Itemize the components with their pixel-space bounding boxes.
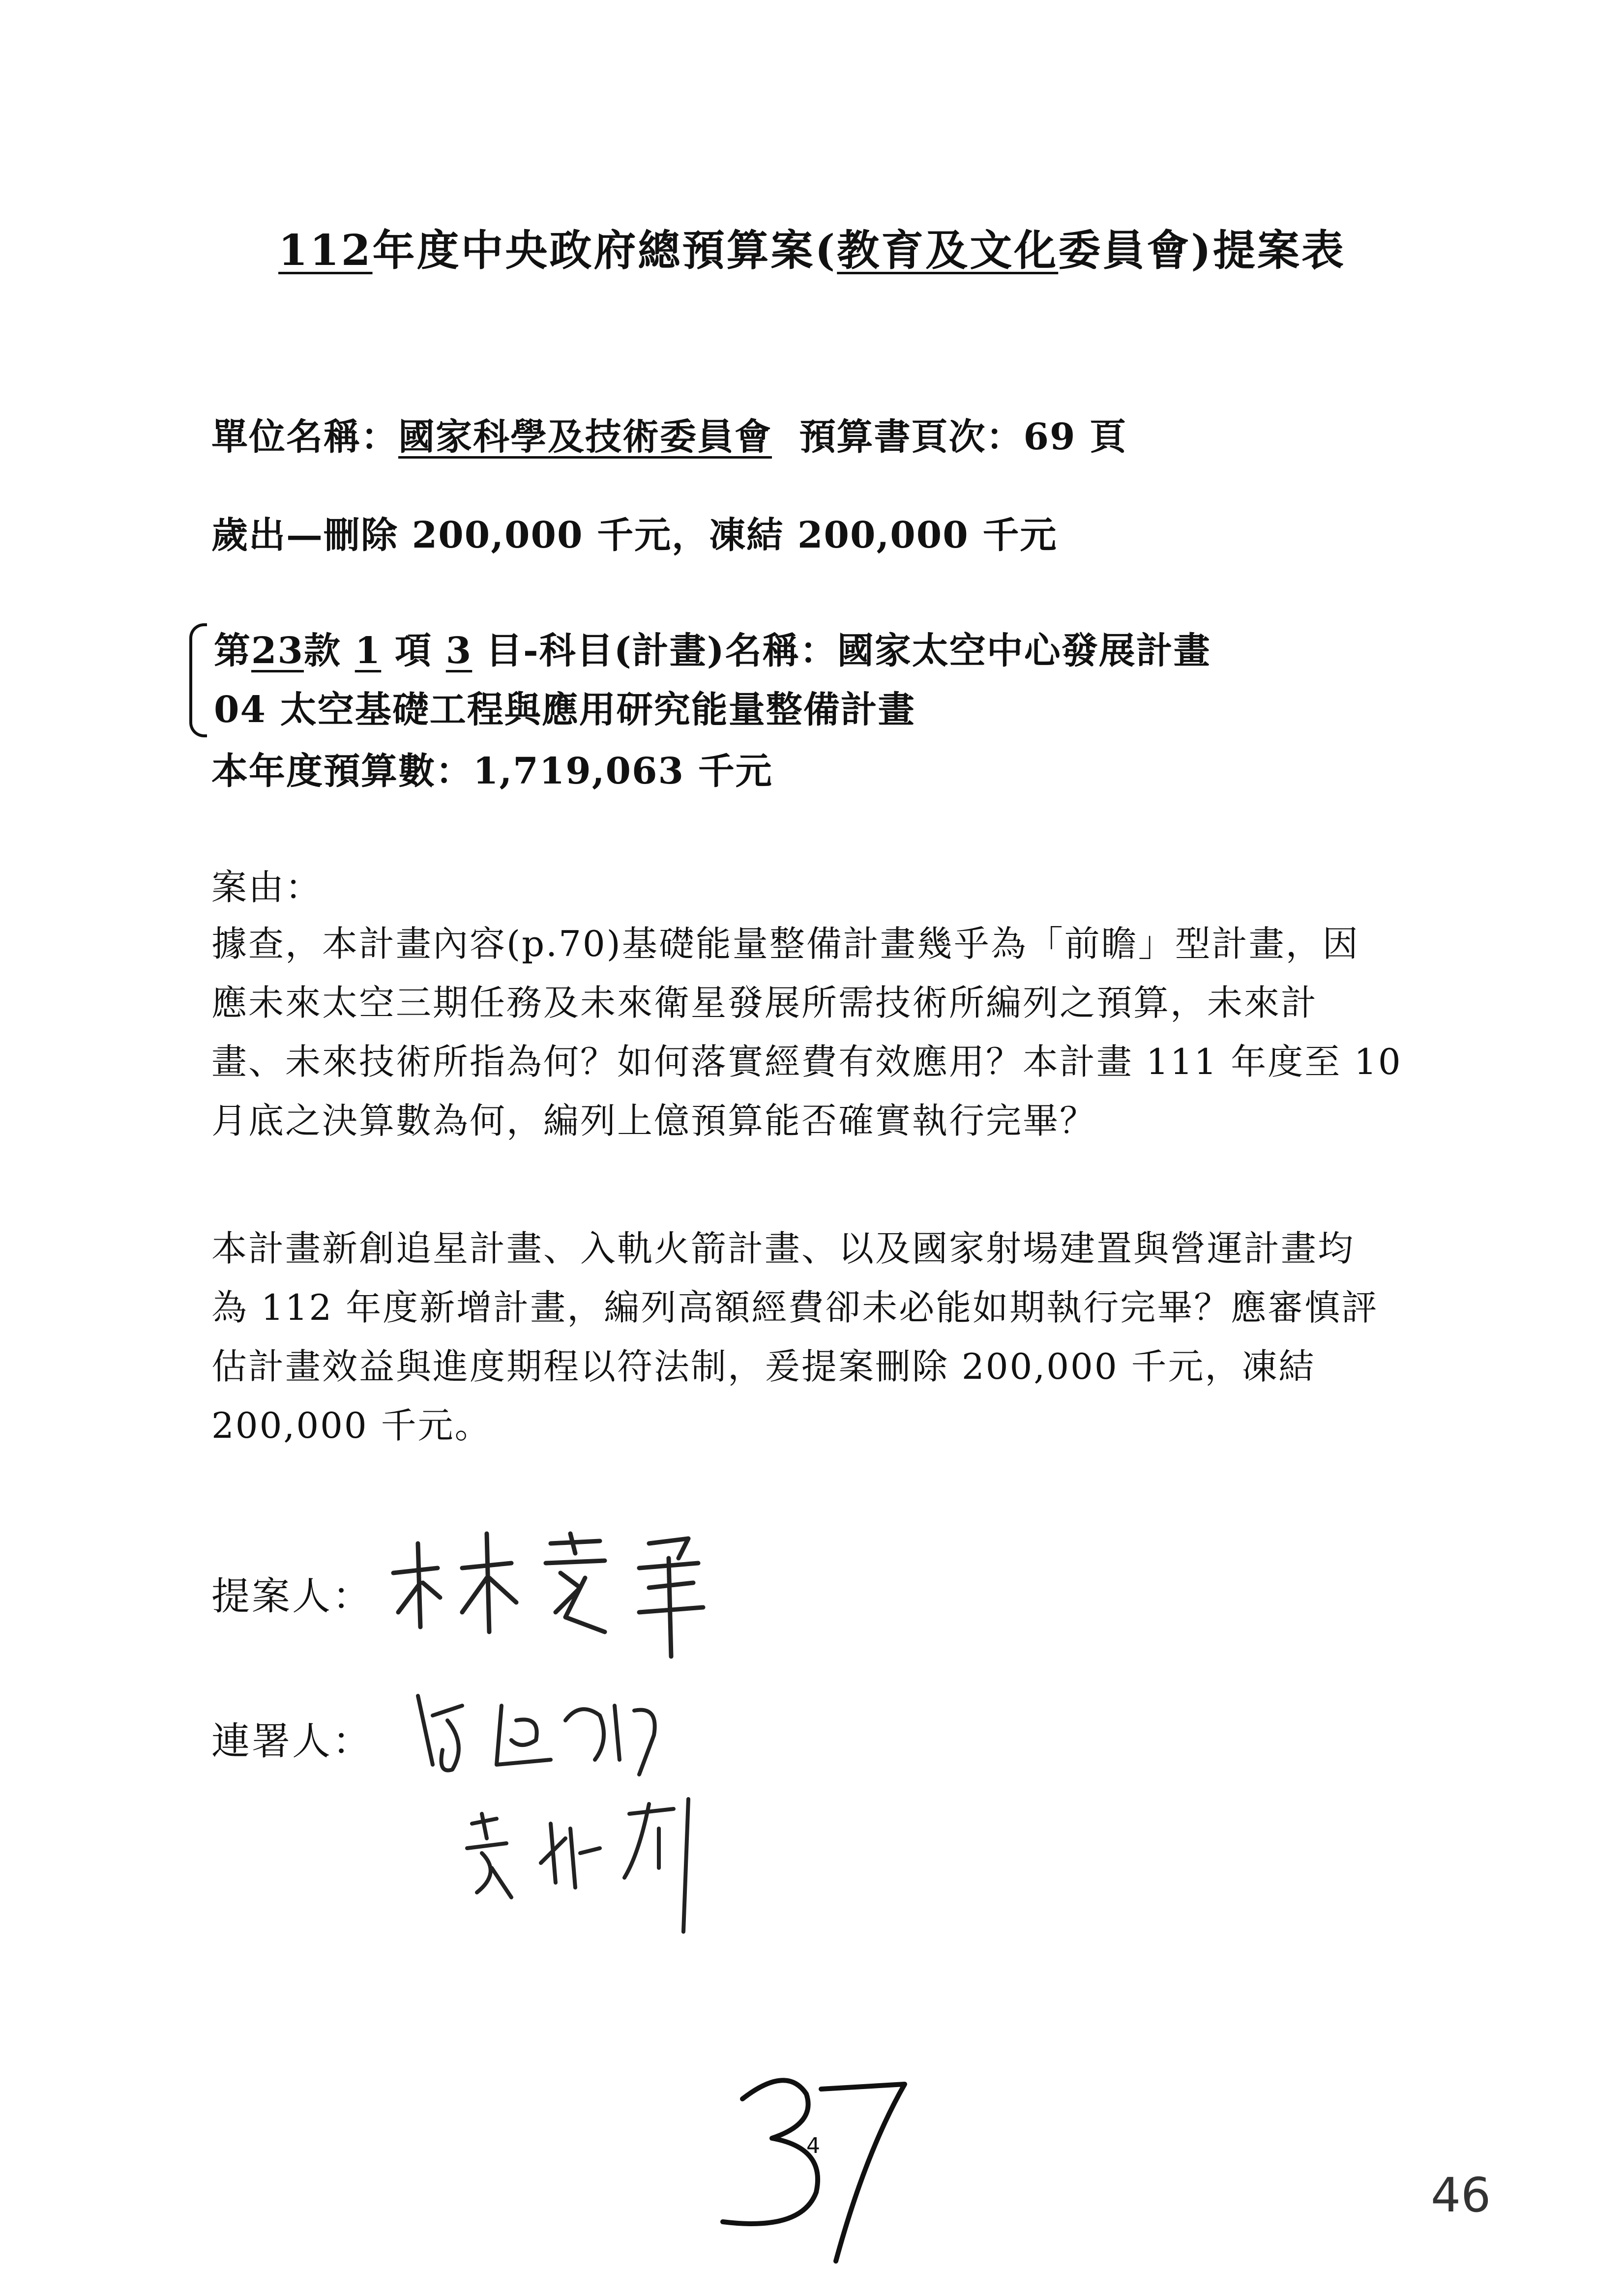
- budget-page: 預算書頁次：69 頁: [799, 416, 1127, 458]
- item-mu: 3: [445, 630, 472, 672]
- item-kuan: 23: [251, 630, 304, 672]
- item-xiang: 1: [354, 630, 382, 672]
- item-line-1: 第23款 1 項 3 目-科目(計畫)名稱：國家太空中心發展計畫: [214, 630, 1211, 672]
- proposer-signature: [374, 1514, 747, 1661]
- cosigner-label: 連署人：: [211, 1719, 373, 1764]
- title-part2: 委員會)提案表: [1058, 226, 1346, 275]
- budget-amount: 本年度預算數：1,719,063 千元: [211, 750, 773, 792]
- paragraph-1-line: 應未來太空三期任務及未來衛星發展所需技術所編列之預算，未來計: [211, 982, 1318, 1023]
- unit-line: [211, 408, 1127, 460]
- paragraph-2-line: 本計畫新創追星計畫、入軌火箭計畫、以及國家射場建置與營運計畫均: [211, 1228, 1355, 1269]
- paragraph-2-line: 估計畫效益與進度期程以符法制，爰提案刪除 200,000 千元，凍結: [211, 1346, 1316, 1387]
- page-title: [0, 216, 1624, 277]
- paragraph-2: [211, 1219, 1378, 1455]
- paragraph-2-line: 為 112 年度新增計畫，編列高額經費卻未必能如期執行完畢？應審慎評: [211, 1287, 1379, 1328]
- title-year: 112: [278, 226, 373, 275]
- item-line-2: 04 太空基礎工程與應用研究能量整備計畫: [214, 689, 915, 731]
- proposer-label: 提案人：: [211, 1574, 373, 1619]
- cosigner-signature-1: [403, 1676, 757, 1794]
- page-number: 4: [806, 2133, 820, 2158]
- title-part1: 年度中央政府總預算案(: [372, 226, 837, 275]
- paragraph-1-line: 畫、未來技術所指為何？如何落實經費有效應用？本計畫 111 年度至 10: [211, 1041, 1402, 1082]
- paragraph-1-line: 月底之決算數為何，編列上億預算能否確實執行完畢？: [211, 1100, 1097, 1141]
- paragraph-2-line: 200,000 千元。: [211, 1405, 492, 1446]
- title-committee: 教育及文化: [837, 226, 1059, 275]
- expenditure-line: 歲出—刪除 200,000 千元，凍結 200,000 千元: [211, 514, 1058, 556]
- unit-label: 單位名稱：: [211, 416, 398, 458]
- stamp-number: 46: [1431, 2168, 1491, 2223]
- cosigner-signature-2: [452, 1794, 728, 1942]
- item-bracket: [189, 623, 207, 737]
- paragraph-1-line: 據查，本計畫內容(p.70)基礎能量整備計畫幾乎為「前瞻」型計畫，因: [211, 923, 1359, 964]
- unit-name: 國家科學及技術委員會: [398, 416, 772, 458]
- handwritten-number-37: [708, 2055, 915, 2271]
- paragraph-1: [211, 914, 1402, 1150]
- reason-label: 案由：: [211, 867, 323, 908]
